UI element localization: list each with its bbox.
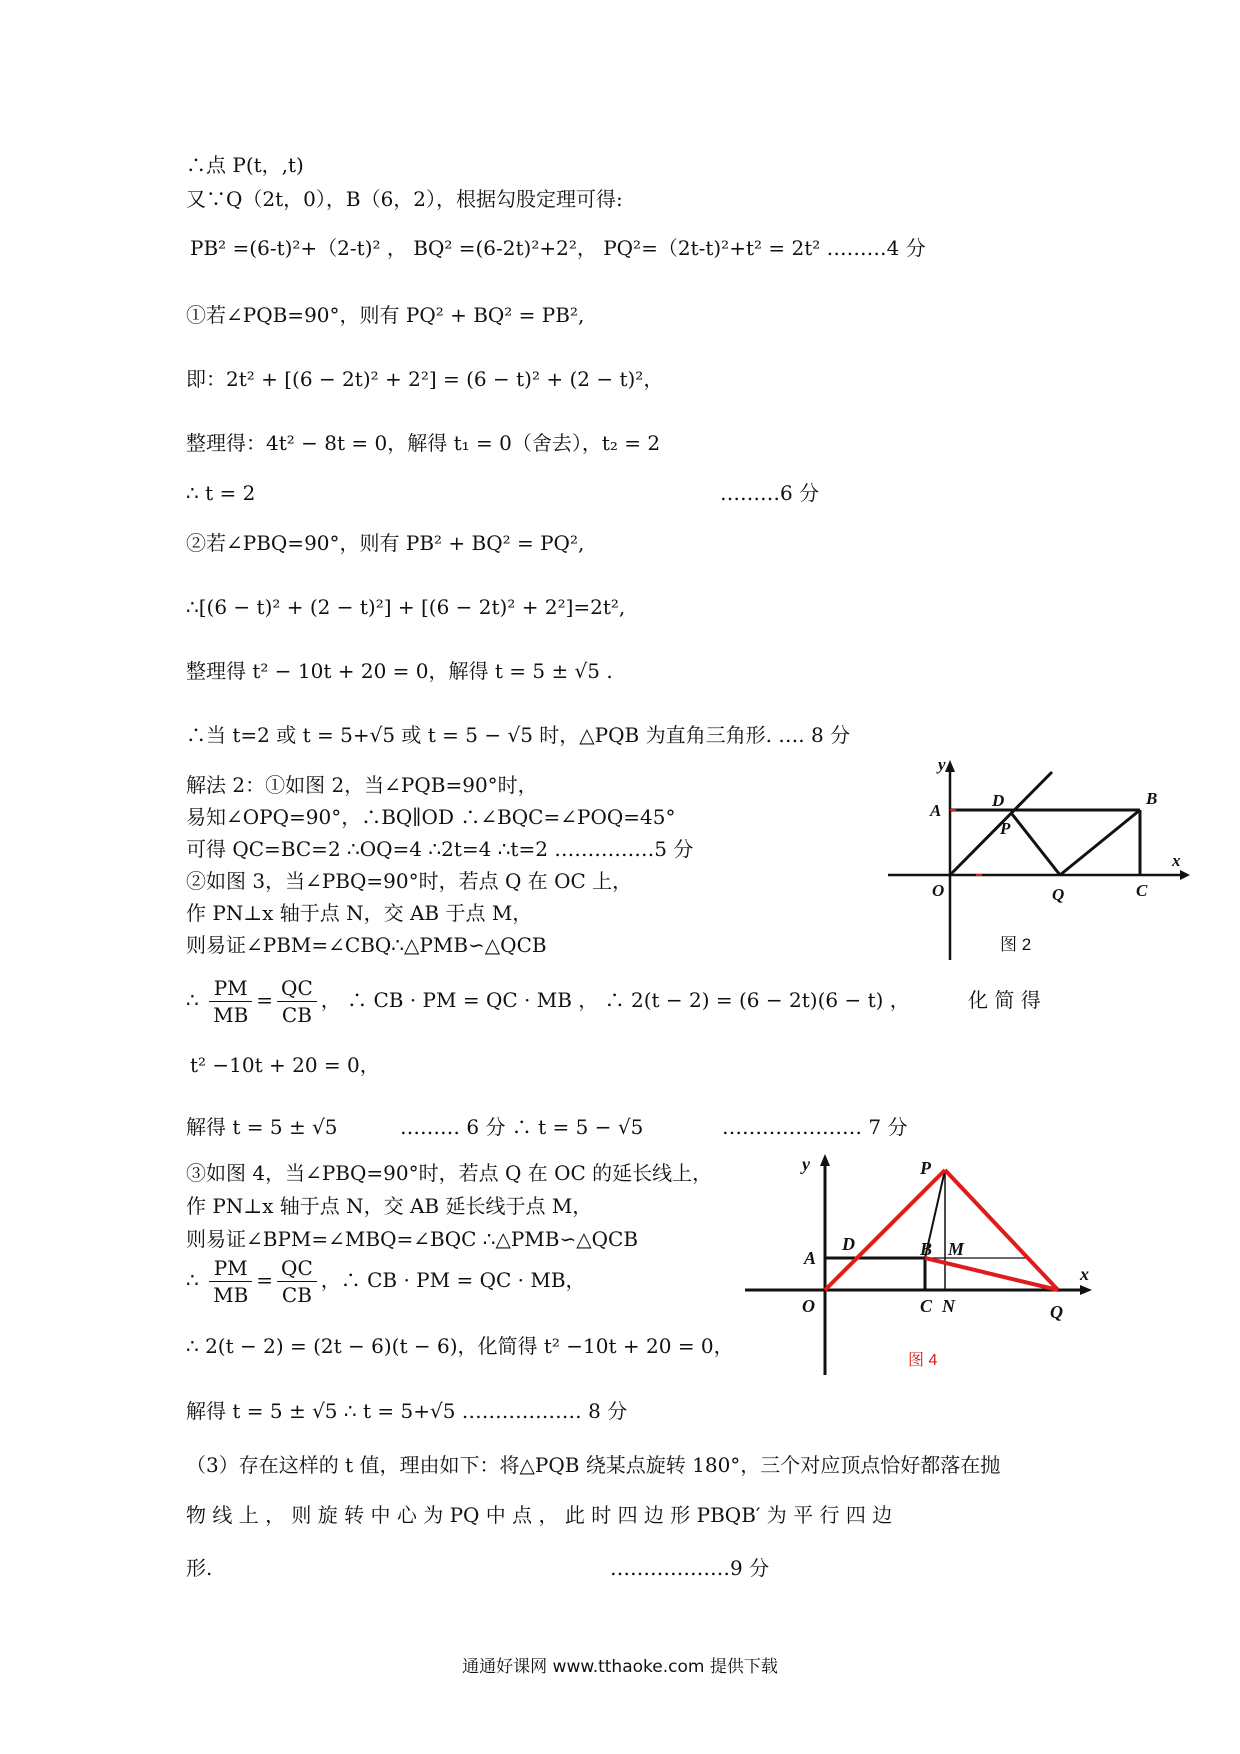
line-method2-case2: ②如图 3，当∠PBQ=90°时，若点 Q 在 OC 上， xyxy=(186,869,633,893)
label-a: A xyxy=(804,1248,817,1268)
label-n: N xyxy=(942,1296,955,1316)
label-y: y xyxy=(938,755,946,774)
x-axis-arrow xyxy=(1080,1285,1092,1295)
line-case3-equation: ∴ 2(t − 2) = (2t − 6)(t − 6)，化简得 t² −10t + 20 = 0， xyxy=(186,1334,734,1358)
line-distances: PB² =(6-t)²+（2-t)² ， BQ² =(6-2t)²+2²， PQ²=（2t-t)²+t² = 2t² ………4 分 xyxy=(190,236,926,260)
label-b: B xyxy=(1146,789,1158,808)
line-case3-construct: 作 PN⊥x 轴于点 N，交 AB 延长线于点 M， xyxy=(186,1194,593,1218)
proportion-result-2: ，∴ CB · PM = QC · MB， xyxy=(320,1268,586,1292)
y-axis-arrow xyxy=(820,1154,830,1166)
score-6: ………6 分 xyxy=(720,481,820,505)
line-point-p: ∴点 P(t，,t) xyxy=(186,153,304,177)
label-x: x xyxy=(1172,851,1181,870)
score-9: ………………9 分 xyxy=(610,1556,770,1580)
label-a: A xyxy=(930,801,942,820)
therefore-symbol: ∴ xyxy=(186,988,199,1012)
proportion-line-1: ∴ $\frac{PM}{MB}$ = $\frac{QC}{CB}$ ， ∴ CB · PM = QC · MB ， ∴ 2(t − 2) = (6 − 2t)(6 − t) ， xyxy=(186,976,910,1027)
figure2-caption: 图 2 xyxy=(1000,935,1032,954)
label-b: B xyxy=(920,1239,933,1259)
label-c: C xyxy=(1136,881,1148,900)
label-q: Q xyxy=(1052,885,1065,904)
line-case3: ③如图 4，当∠PBQ=90°时，若点 Q 在 OC 的延长线上， xyxy=(186,1161,713,1185)
line-score-6-t: ……… 6 分 ∴ t = 5 − √5 xyxy=(400,1115,644,1139)
figure4-caption: 图 4 xyxy=(908,1352,938,1369)
line-case3-similar: 则易证∠BPM=∠MBQ=∠BQC ∴△PMB∽△QCB xyxy=(186,1227,639,1251)
label-o: O xyxy=(802,1296,815,1316)
line-part3-b: 物 线 上 ， 则 旋 转 中 心 为 PQ 中 点 ， 此 时 四 边 形 PBQB′ 为 平 行 四 边 xyxy=(186,1503,893,1527)
segment-qb xyxy=(1060,810,1140,875)
fraction-pm-mb-2: $\frac{PM}{MB}$ xyxy=(209,1255,252,1308)
score-7: ………………… 7 分 xyxy=(722,1115,908,1139)
line-method2-b: 可得 QC=BC=2 ∴OQ=4 ∴2t=4 ∴t=2 ……………5 分 xyxy=(186,837,694,861)
segment-pq xyxy=(1012,814,1060,875)
simplify-label: 化 简 得 xyxy=(968,988,1041,1012)
page-footer: 通通好课网 www.tthaoke.com 提供下载 xyxy=(462,1657,778,1677)
line-case3-solve: 解得 t = 5 ± √5 ∴ t = 5+√5 ……………… 8 分 xyxy=(186,1399,628,1423)
line-case2-solve: 整理得 t² − 10t + 20 = 0，解得 t = 5 ± √5 . xyxy=(186,659,613,683)
line-case2-equation: ∴[(6 − t)² + (2 − t)²] + [(6 − 2t)² + 2²]=2t², xyxy=(186,595,626,619)
y-axis-arrow xyxy=(945,760,955,772)
line-method2: 解法 2：①如图 2，当∠PQB=90°时， xyxy=(186,773,538,797)
line-part3-c: 形. xyxy=(186,1556,213,1580)
proportion-line-2: ∴ $\frac{PM}{MB}$ = $\frac{QC}{CB}$ ，∴ CB · PM = QC · MB， xyxy=(186,1256,586,1307)
line-method2-construct: 作 PN⊥x 轴于点 N，交 AB 于点 M， xyxy=(186,901,533,925)
line-conclusion: ∴当 t=2 或 t = 5+√5 或 t = 5 − √5 时，△PQB 为直角三角形. …. 8 分 xyxy=(186,723,851,747)
line-case1-solve: 整理得：4t² − 8t = 0，解得 t₁ = 0（舍去），t₂ = 2 xyxy=(186,431,661,455)
label-y: y xyxy=(802,1154,810,1174)
label-q: Q xyxy=(1050,1302,1063,1322)
fraction-qc-cb-2: $\frac{QC}{CB}$ xyxy=(277,1255,317,1308)
line-t-equals-2: ∴ t = 2 xyxy=(186,481,256,505)
proportion-result: ， ∴ CB · PM = QC · MB ， ∴ 2(t − 2) = (6 − 2t)(6 − t) ， xyxy=(320,988,910,1012)
label-d: D xyxy=(842,1234,855,1254)
line-method2-a: 易知∠OPQ=90°，∴BQ∥OD ∴∠BQC=∠POQ=45° xyxy=(186,805,676,829)
line-case1-equation: 即：2t² + [(6 − 2t)² + 2²] = (6 − t)² + (2 − t)²， xyxy=(186,367,664,391)
label-p: P xyxy=(920,1158,931,1178)
figure-2 xyxy=(880,750,1190,970)
figure-4 xyxy=(740,1150,1100,1380)
label-x: x xyxy=(1080,1264,1089,1284)
label-p: P xyxy=(1000,819,1011,838)
line-case2: ②若∠PBQ=90°，则有 PB² + BQ² = PQ², xyxy=(186,531,585,555)
line-given-q-b: 又∵Q（2t，0），B（6，2），根据勾股定理可得: xyxy=(186,187,623,211)
segment-op xyxy=(825,1170,945,1290)
label-c: C xyxy=(920,1296,933,1316)
line-quadratic: t² −10t + 20 = 0， xyxy=(190,1053,380,1077)
x-axis-arrow xyxy=(1180,870,1190,880)
label-d: D xyxy=(992,791,1005,810)
label-o: O xyxy=(932,881,945,900)
fraction-pm-mb: $\frac{PM}{MB}$ xyxy=(209,975,252,1028)
line-solve-t: 解得 t = 5 ± √5 xyxy=(186,1115,338,1139)
fraction-qc-cb: $\frac{QC}{CB}$ xyxy=(277,975,317,1028)
line-part3: （3）存在这样的 t 值，理由如下：将△PQB 绕某点旋转 180°，三个对应顶点恰好都落在抛 xyxy=(186,1453,1001,1477)
line-method2-similar: 则易证∠PBM=∠CBQ∴△PMB∽△QCB xyxy=(186,933,547,957)
line-case1: ①若∠PQB=90°，则有 PQ² + BQ² = PB², xyxy=(186,303,585,327)
label-m: M xyxy=(948,1239,965,1259)
therefore-symbol-2: ∴ xyxy=(186,1268,199,1292)
segment-pq xyxy=(945,1170,1058,1290)
